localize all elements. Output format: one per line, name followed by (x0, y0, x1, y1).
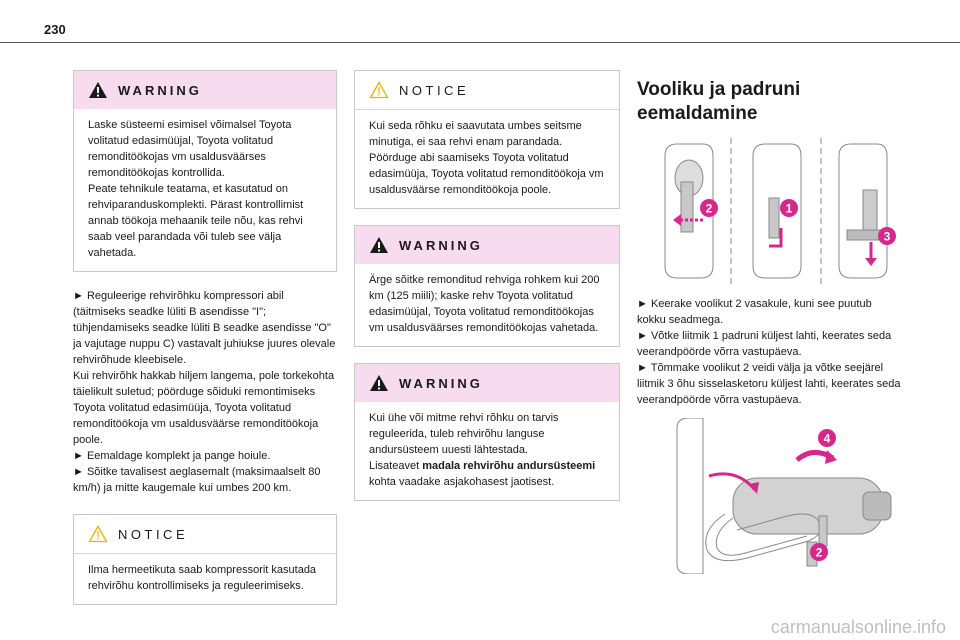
notice-box-1 (73, 514, 337, 605)
notice-body: Kui seda rõhku ei saavutata umbes seitsme minutiga, ei saa rehvi enam parandada. Pöörduge abi saamiseks Toyota volitatud edasimüüja, Toyota volitatud remonditöökoja vm usaldusväärse remonditöökoja poole. (369, 120, 604, 196)
figure-hose-unwind (637, 418, 901, 574)
warning-header (355, 364, 619, 402)
warning-title: WARNING (399, 375, 483, 391)
notice-title: NOTICE (118, 526, 189, 542)
notice-header (74, 515, 336, 554)
callout-label: 1 (785, 201, 793, 216)
warning-triangle-icon (369, 236, 389, 254)
figure-hose-removal (637, 134, 901, 286)
callout-label: 2 (705, 201, 713, 216)
notice-title: NOTICE (399, 82, 470, 98)
notice-box-2 (354, 70, 620, 209)
warning-triangle-icon (369, 374, 389, 392)
warning-box-2 (354, 225, 620, 347)
warning-text-bold: madala rehvirõhu andursüsteemi (422, 460, 596, 472)
warning-text-tail: kohta vaadake asjakohasest jaotisest. (369, 476, 555, 488)
page-number: 230 (44, 22, 66, 37)
warning-title: WARNING (399, 237, 483, 253)
footer-watermark: carmanualsonline.info (770, 617, 946, 637)
notice-triangle-icon (88, 525, 108, 543)
section-title: Vooliku ja padruni eemaldamine (637, 79, 801, 124)
warning-body: Laske süsteemi esimisel võimalsel Toyota volitatud edasimüüjal, Toyota volitatud remonditöökojas vm usaldusväärses remonditöökojas kontrollida. Peate tehnikule teatama, et kasutatud on rehviparanduskomplekti. Pärast kontrollimist annab töökoja mehaanik teile nõu, kas rehvi saab veel parandada või tuleb see välja vahetada. (88, 119, 304, 259)
column-3 (637, 74, 901, 574)
warning-text: Kui ühe või mitme rehvi rõhku on tarvis reguleerida, tuleb rehvirõhu languse andursüsteem uuesti lähtestada. Lisateavet (369, 412, 559, 472)
warning-header (355, 226, 619, 264)
warning-header (74, 71, 336, 109)
callout-label: 3 (883, 229, 891, 244)
warning-box-1 (73, 70, 337, 272)
top-rule (0, 42, 960, 43)
column-1 (73, 70, 337, 621)
warning-body (355, 402, 619, 500)
notice-triangle-icon (369, 81, 389, 99)
warning-triangle-icon (88, 81, 108, 99)
callout-label: 2 (815, 545, 823, 560)
notice-body: Ilma hermeetikuta saab kompressorit kasutada rehvirõhu kontrollimiseks ja reguleerimiseks. (88, 564, 317, 592)
instructions-text: ► Reguleerige rehvirõhku kompressori abil (täitmiseks seadke lüliti B asendisse "I"; tühjendamiseks seadke lüliti B seadke asendisse "O" ja vajutage nuppu C) vastavalt juhiukse juures olevale rehvirõhude kleebisele. Kui rehvirõhk hakkab hiljem langema, pole torkekohta täielikult suletud; pöörduge sõiduki remontimiseks Toyota volitatud edasimüüja, Toyota volitatud remonditöökoja vm usaldusväärse remonditöökoja poole. ► Eemaldage komplekt ja pange hoiule. ► Sõitke tavalisest aeglasemalt (maksimaalselt 80 km/h) ja mitte kaugemale kui umbes 200 km. (73, 290, 336, 494)
column-2 (354, 70, 620, 517)
col3-instructions: ► Keerake voolikut 2 vasakule, kuni see puutub kokku seadmega. ► Võtke liitmik 1 padruni küljest lahti, keerates seda veerandpöörde võrra vastupäeva. ► Tõmmake voolikut 2 veidi välja ja võtke seejärel liitmik 3 õhu sisselasketoru küljest lahti, keerates seda veerandpöörde võrra vastupäeva. (637, 298, 901, 406)
notice-header (355, 71, 619, 110)
warning-title: WARNING (118, 82, 202, 98)
warning-box-3 (354, 363, 620, 501)
warning-body: Ärge sõitke remonditud rehviga rohkem kui 200 km (125 miili); kaske rehv Toyota volitatud edasimüüjal, Toyota volitatud remonditöökojas vm usaldusväärses remonditöökojas vahetada. (369, 274, 600, 334)
callout-label: 4 (823, 431, 831, 446)
